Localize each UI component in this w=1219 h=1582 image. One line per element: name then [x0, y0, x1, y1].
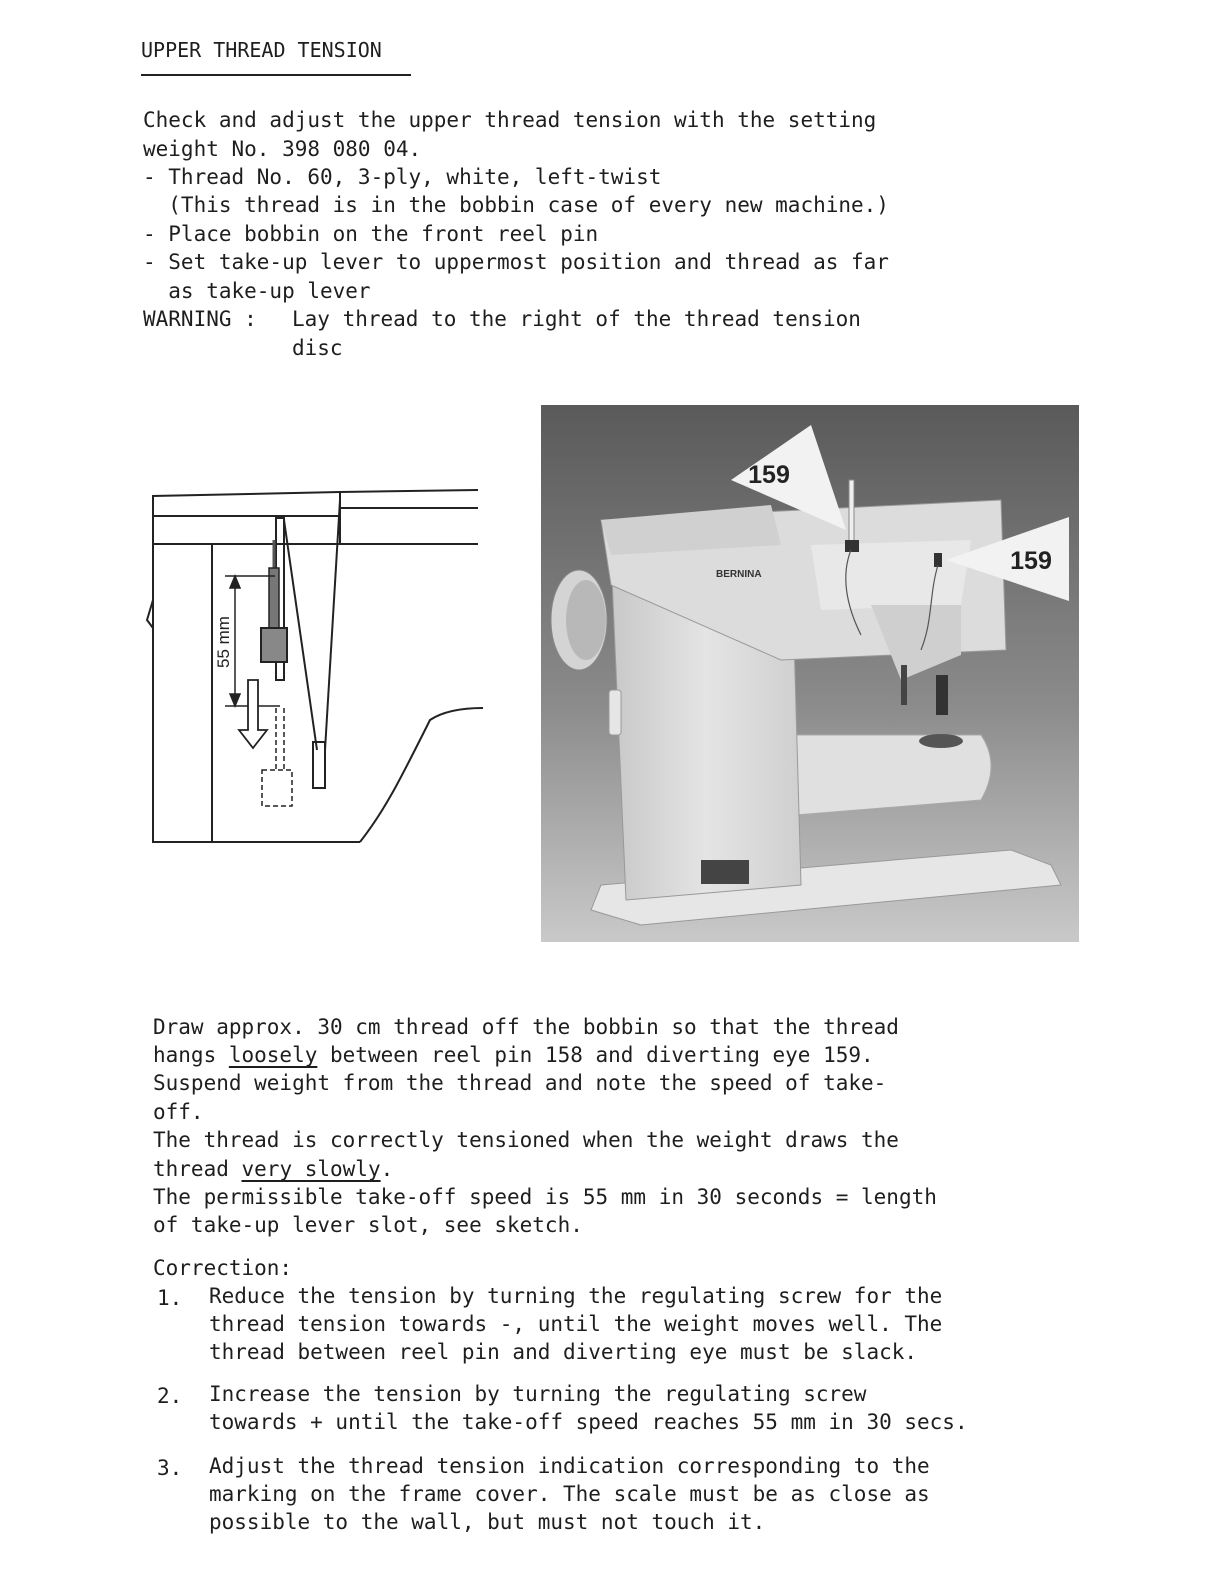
take-up-lever-sketch: [145, 480, 490, 850]
body-line: The permissible take-off speed is 55 mm in 30 seconds = length: [153, 1185, 937, 1209]
machine-side-slot: [609, 690, 621, 735]
diverting-eye: [845, 540, 859, 552]
dimension-arrowhead-down: [230, 694, 240, 706]
body-line: Suspend weight from the thread and note the speed of take-: [153, 1071, 887, 1095]
correction-heading: Correction:: [153, 1256, 293, 1280]
tension-disc: [934, 553, 942, 567]
body-text: between reel pin 158 and diverting eye 159.: [317, 1043, 874, 1067]
body-line: off.: [153, 1100, 204, 1124]
sewing-machine-photo: [541, 405, 1079, 942]
callout-top-number: 159: [748, 461, 790, 489]
title-underline: [141, 74, 411, 76]
step-line: towards + until the take-off speed reaches 55 mm in 30 secs.: [209, 1410, 968, 1434]
body-line: [153, 1155, 393, 1183]
intro-line: - Place bobbin on the front reel pin: [143, 222, 599, 246]
body-text: .: [380, 1157, 394, 1181]
callout-right-number: 159: [1010, 547, 1052, 575]
emphasis-loosely: loosely: [228, 1043, 318, 1067]
body-text: hangs: [153, 1043, 229, 1067]
step-line: possible to the wall, but must not touch it.: [209, 1510, 766, 1534]
body-line: The thread is correctly tensioned when the weight draws the: [153, 1128, 899, 1152]
body-line: of take-up lever slot, see sketch.: [153, 1213, 583, 1237]
step-line: Reduce the tension by turning the regulating screw for the: [209, 1284, 943, 1308]
sketch-weight-rod: [269, 568, 279, 628]
warning-label: WARNING :: [143, 307, 257, 331]
intro-line: as take-up lever: [143, 279, 371, 303]
step-line: Increase the tension by turning the regulating screw: [209, 1382, 867, 1406]
step-number: 1.: [157, 1286, 183, 1310]
take-up-lever-tip: [313, 742, 325, 788]
step-number: 3.: [157, 1456, 183, 1480]
dimension-label: 55 mm: [214, 616, 233, 668]
warning-text: Lay thread to the right of the thread tension: [292, 307, 861, 331]
machine-badge: [701, 860, 749, 884]
brand-label: BERNINA: [716, 569, 762, 580]
step-number: 2.: [157, 1384, 183, 1408]
body-text: thread: [153, 1157, 242, 1181]
emphasis-very-slowly: very slowly: [241, 1157, 381, 1181]
step-line: Adjust the thread tension indication corresponding to the: [209, 1454, 930, 1478]
take-up-lever-bar: [284, 520, 317, 750]
sketch-arm-curve: [360, 708, 483, 842]
step-line: thread tension towards -, until the weight moves well. The: [209, 1312, 943, 1336]
take-up-lever-bar: [325, 500, 340, 750]
page-title: UPPER THREAD TENSION: [141, 38, 382, 62]
intro-line: - Set take-up lever to uppermost position and thread as far: [143, 250, 889, 274]
intro-line: weight No. 398 080 04.: [143, 137, 422, 161]
body-line: [153, 1041, 874, 1069]
warning-text: disc: [292, 336, 343, 360]
intro-line: Check and adjust the upper thread tension with the setting: [143, 108, 877, 132]
machine-needle: [901, 665, 907, 705]
machine-presser-foot: [936, 675, 948, 715]
reel-pin: [849, 480, 854, 550]
machine-free-arm-hole: [919, 734, 963, 748]
dimension-arrowhead-up: [230, 576, 240, 588]
step-line: thread between reel pin and diverting eye must be slack.: [209, 1340, 918, 1364]
machine-handwheel-inner: [566, 580, 606, 660]
machine-front-panel: [811, 540, 971, 610]
sketch-weight: [261, 628, 287, 662]
step-line: marking on the frame cover. The scale must be as close as: [209, 1482, 930, 1506]
sketch-frame-outline: [153, 490, 478, 842]
body-line: Draw approx. 30 cm thread off the bobbin so that the thread: [153, 1015, 899, 1039]
intro-line: (This thread is in the bobbin case of every new machine.): [143, 193, 889, 217]
down-arrow-icon: [239, 680, 267, 748]
dashed-weight: [262, 770, 292, 806]
intro-line: - Thread No. 60, 3-ply, white, left-twist: [143, 165, 662, 189]
